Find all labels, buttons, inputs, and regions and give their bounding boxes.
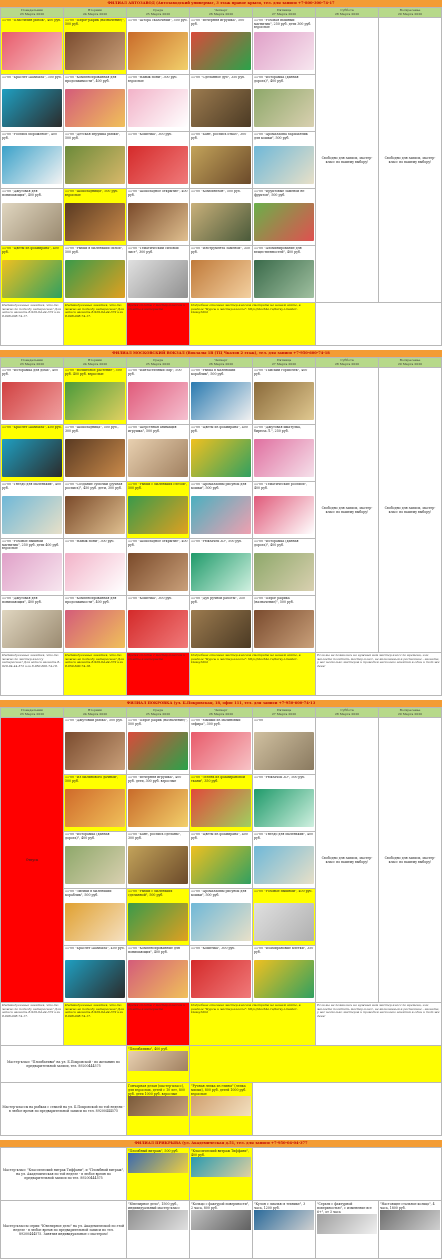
note-site-link: Подробное описание мастер-классов смотрите на нашем сайте, в разделе "Курсы и мастер-классы": http://stachka.ru/kursy-i-master-klassy.html xyxy=(190,303,316,346)
class-photo xyxy=(191,89,251,127)
class-photo xyxy=(254,146,314,184)
class-photo xyxy=(65,610,125,648)
class-card[interactable]: 11-00 "Пластилин рыбок", 400 руб. xyxy=(1,18,64,75)
class-photo xyxy=(380,1210,440,1230)
extra-row xyxy=(1,1046,442,1083)
note-red: Время оплаты с мастер-классом и оплаты в интернете xyxy=(127,653,190,696)
note-individual: Индивидуальные занятия, что-то можно по мастер-классу интересное! Для записи звонить 8-929-94-44-372 или 8-950-600-74-18. xyxy=(1,653,64,696)
class-card[interactable]: 11-00 "Джутовая для понимающих", 400 руб. xyxy=(1,596,64,653)
class-photo xyxy=(128,610,188,648)
class-photo xyxy=(128,260,188,298)
note-site-link: Подробное описание мастер-классов смотрите на нашем сайте, в разделе "Курсы и мастер-классы": http://stachka.ru/kursy-i-master-klassy.html xyxy=(190,1003,316,1046)
extra-row xyxy=(1,1148,442,1201)
class-card[interactable]: 11-00 "Джутовый рыбка", 500 руб. xyxy=(64,718,127,775)
extra-empty xyxy=(253,1083,442,1136)
monday-closed xyxy=(1,718,64,1003)
class-photo xyxy=(128,32,188,70)
table-row xyxy=(1,18,442,75)
day-tue: Вторник 24 Марта 2020 xyxy=(64,708,127,718)
class-photo xyxy=(254,960,314,998)
weekend-sat-note: Свободно для записи, мастер-класс по вашему выбору! xyxy=(316,368,379,653)
class-card[interactable]: "Настоящее стальное кольцо", 4 часа, 1800 руб. xyxy=(379,1201,442,1259)
class-photo xyxy=(128,1096,188,1116)
class-card[interactable]: 11-00 "Розовые пышный магнитик", 250 руб. дети 400 руб. взрослые xyxy=(1,539,64,596)
class-card[interactable]: "Классический витраж Тиффани", 400 руб. xyxy=(190,1148,253,1201)
class-card[interactable]: 11-00 "Зелень из фоамирановой ткани", 350 руб. xyxy=(190,775,253,832)
day-mon: Понедельник 23 Марта 2020 xyxy=(1,708,64,718)
class-photo xyxy=(191,1096,251,1116)
day-fri: Пятница 27 Марта 2020 xyxy=(253,708,316,718)
class-photo xyxy=(317,1214,377,1234)
vacation-label: Отпуск xyxy=(25,858,39,862)
day-fri: Пятница 27 Марта 2020 xyxy=(253,358,316,368)
class-card[interactable]: 11-00 "Аромалампы рисунок для кошки", 500 руб. xyxy=(190,482,253,539)
class-card[interactable]: 11-00 "Сделанное дуб", 350 руб. xyxy=(190,75,253,132)
class-photo xyxy=(254,1210,314,1230)
class-photo xyxy=(65,789,125,827)
class-card[interactable]: 11-00 "Кошечка", 300 руб. xyxy=(190,946,253,1003)
weekend-sun-note: Свободно для записи, мастер-класс по вашему выбору! xyxy=(379,18,442,303)
class-card[interactable]: 11-00 "Роспись мороженое", 400 руб. xyxy=(1,132,64,189)
class-card[interactable]: 11-00 "Аломинирование для вещественностей", 400 руб. xyxy=(253,246,316,303)
schedule-table-avtozavod xyxy=(0,7,442,346)
class-card[interactable]: 11-00 "Аромалампы рисунок для кошки", 500 руб. xyxy=(190,889,253,946)
class-photo xyxy=(128,1210,188,1230)
class-card[interactable]: 11-00 "Волшебное растение", 500 руб. 400 руб. взрослые xyxy=(64,368,127,425)
branch-title-priokskiy: ФИЛИАЛ ПРИКРЫВА (ул. Академическая д.51, тел. для записи +7-950-04-04-377 xyxy=(0,1140,442,1147)
class-photo xyxy=(128,146,188,184)
class-photo xyxy=(191,1157,251,1177)
class-card[interactable]: 11-00 "Цветы из фоамирана", 400 руб. xyxy=(190,425,253,482)
class-card[interactable]: 11-00 "Навык пони", 300 руб. xyxy=(64,539,127,596)
class-photo xyxy=(65,960,125,998)
class-card[interactable]: 11-00 "Комбинезон", 500 руб. xyxy=(190,189,253,246)
note-individual: Индивидуальные занятия, что-то можно по подходу интересное! Для записи звонить 8-929-94-44-372 или 8-908-008-74-17. xyxy=(1,1003,64,1046)
day-wed: Среда 25 Марта 2020 xyxy=(127,708,190,718)
class-card[interactable]: 11-00 "Мышки из малиновый зефира", 300 руб. xyxy=(190,718,253,775)
class-card[interactable]: 11-00 "Пирог-рафик (назначение)", 500 руб. xyxy=(64,18,127,75)
class-photo xyxy=(65,732,125,770)
class-photo xyxy=(2,610,62,648)
class-photo xyxy=(191,610,251,648)
class-photo xyxy=(128,203,188,241)
class-photo xyxy=(128,496,188,534)
header-row xyxy=(1,8,442,18)
class-card[interactable]: 11-00 "Гнездо для маленьких", 400 руб. xyxy=(1,482,64,539)
class-card[interactable]: 11-00 "Компенсированная для продолжимости", 400 руб. xyxy=(64,596,127,653)
header-row xyxy=(1,358,442,368)
class-photo xyxy=(2,496,62,534)
day-thu: Четверг 26 Марта 2020 xyxy=(190,358,253,368)
class-card[interactable]: 11-00 "Цветы из фоамирана", 400 руб. xyxy=(190,832,253,889)
notes-row xyxy=(1,1003,442,1046)
class-card[interactable]: Гончарная делая (мастер-класс), для взрослых, детей с 10 лет, 800 руб. дети 1000 руб. взрослые xyxy=(127,1083,190,1136)
class-card[interactable]: 11-00 "Гнездо для маленьких", 400 руб. xyxy=(253,832,316,889)
class-card[interactable]: 11-00 "Шоколадницы", 500 руб. взрослые xyxy=(64,189,127,246)
class-card[interactable]: 11-00 "Рыбки в маленький силой", 500 руб. xyxy=(64,246,127,303)
day-sat: Суббота 28 Марта 2020 xyxy=(316,358,379,368)
class-card[interactable]: 11-00 "Вечерняя игрушка", 400 руб. дети, 300 руб. взрослые xyxy=(127,775,190,832)
class-photo xyxy=(128,789,188,827)
note-individual-yellow: Индивидуальные занятия, что-то можно не подходу интересное! Для записи звонить 8-929-94-44-372 или 8-950-600-74-18. xyxy=(64,653,127,696)
class-photo xyxy=(65,260,125,298)
class-photo xyxy=(65,553,125,591)
class-photo xyxy=(65,32,125,70)
day-sun: Воскресенье 29 Марта 2020 xyxy=(379,358,442,368)
notes-empty xyxy=(316,303,442,346)
class-photo xyxy=(65,439,125,477)
class-card[interactable]: 11-00 "Пирог рафика (назначение)", 500 руб. xyxy=(253,596,316,653)
class-card[interactable]: 11-00 "Тематические росписи", 400 руб. xyxy=(253,482,316,539)
class-photo xyxy=(65,203,125,241)
schedule-table-pokrovka xyxy=(0,707,442,1136)
class-card[interactable]: 11-00 "Рыбки с маленьких слезой", 500 руб. xyxy=(127,482,190,539)
note-other-time: Если вы не появились на нужный вам мастер-класс по времени, или желаете посетить мастер-класс, не включенный в расписание - звоните, у нас несколько мастеров и проводим несколько занятий в один и тот же день! xyxy=(316,653,442,696)
class-photo xyxy=(254,382,314,420)
class-card[interactable]: 11-00 "Змейки в маленький кораблик", 500 руб. xyxy=(64,889,127,946)
class-photo xyxy=(128,1153,188,1173)
class-card[interactable]: 11-00 "Из малинового дачный", 500 руб. xyxy=(64,775,127,832)
class-photo xyxy=(2,439,62,477)
class-card[interactable]: 11-00 "Фантастичный сыр", 500 руб. xyxy=(127,368,190,425)
class-card[interactable]: 11-00 "Создание сумочки (ручная роспись)", 450 руб. дети, 300 руб. xyxy=(64,482,127,539)
extra-class-label: Мастер-класс "Классический нитрак Тиффани", и "Пломбный витраж", на ул. Академическая по той неделе - в любое время по предварительной записи по тел. 89200444575 xyxy=(1,1148,127,1201)
class-photo xyxy=(254,439,314,477)
class-card[interactable]: 11-00 "Браслет Шамбала", 400 руб. xyxy=(1,425,64,482)
class-card[interactable]: 11-00 "Цветы из фоамирана", 400 руб. xyxy=(1,246,64,303)
schedule-table-moskovsky xyxy=(0,357,442,696)
class-card[interactable]: 11-00 "Фруктовые заменой не фруктов", 500 руб. xyxy=(253,189,316,246)
class-card[interactable]: 11-00 "Вечерняя игрушка", 500 руб. xyxy=(190,18,253,75)
class-photo xyxy=(128,1051,188,1071)
class-photo xyxy=(191,260,251,298)
class-photo xyxy=(254,789,314,827)
class-photo xyxy=(65,89,125,127)
class-card[interactable]: 11-00 "Фоамирановые клетки", 350 руб. xyxy=(253,946,316,1003)
extra-class-label: Мастер-классы на рыбках с семьей на ул. Б.Покровской по той недели - в любое время по предварительной записи по тел. 89200444575 xyxy=(1,1083,127,1136)
note-individual-yellow: Индивидуальные занятия, что-то можно не подходу интересное! Для записи звонить 8-929-94-44-372 или 8-908-008-74-17. xyxy=(64,303,127,346)
note-individual-yellow: Индивидуальные занятия, что-то можно не подходу интересное! Для записи звонить 8-929-94-44-372 или 8-908-008-74-17. xyxy=(64,1003,127,1046)
class-photo xyxy=(191,203,251,241)
class-card[interactable]: "Кольцо с фактурой поверхности", 2 часа, 800 руб. xyxy=(190,1201,253,1259)
notes-row xyxy=(1,303,442,346)
class-photo xyxy=(191,382,251,420)
class-card[interactable]: 11-00 "Компенсированная для продолжимости", 400 руб. xyxy=(64,75,127,132)
class-card[interactable]: 11-00 "Гамский горшочек", 400 руб. xyxy=(253,368,316,425)
weekend-sat-note: Свободно для записи, мастер-класс по вашему выбору! xyxy=(316,18,379,303)
class-card[interactable]: "Пломбативы", 400 руб. xyxy=(127,1046,190,1083)
class-card[interactable]: "Ручная лепка из глины" (лепка миски), 800 руб. детей 1000 руб. взрослые xyxy=(190,1083,253,1136)
day-mon: Понедельник 23 Марта 2020 xyxy=(1,358,64,368)
class-photo xyxy=(2,382,62,420)
class-card[interactable]: 11-00 "Шоколадное открытие", 400 руб. xyxy=(127,189,190,246)
class-photo xyxy=(2,146,62,184)
class-photo xyxy=(191,553,251,591)
class-photo xyxy=(191,496,251,534)
day-thu: Четверг 26 Марта 2020 xyxy=(190,8,253,18)
class-card[interactable]: "Пломбный витраж", 500 руб. xyxy=(127,1148,190,1201)
extra-empty xyxy=(253,1148,442,1201)
class-photo xyxy=(65,382,125,420)
class-card[interactable]: 11-00 "Навык пони", 300 руб. взрослые xyxy=(127,75,190,132)
class-card[interactable]: 11-00 "Детская игрушка рыбки", 500 руб. xyxy=(64,132,127,189)
class-photo xyxy=(254,203,314,241)
class-photo xyxy=(65,146,125,184)
class-card[interactable]: 11-00 "Фоторамка (данная дорога)", 400 руб. xyxy=(253,539,316,596)
class-photo xyxy=(191,32,251,70)
class-photo xyxy=(254,496,314,534)
class-photo xyxy=(128,732,188,770)
class-card[interactable]: 11-00 "Шоколадница", 500 руб., 300 руб. xyxy=(64,425,127,482)
class-photo xyxy=(128,382,188,420)
class-card[interactable]: 11-00 "Штора сказочный", 500 руб. xyxy=(127,18,190,75)
class-photo xyxy=(254,32,314,70)
class-photo xyxy=(128,89,188,127)
class-photo xyxy=(2,260,62,298)
header-row xyxy=(1,708,442,718)
class-photo xyxy=(254,846,314,884)
day-sat: Суббота 28 Марта 2020 xyxy=(316,8,379,18)
class-card[interactable]: 11-00 "Бант, роспись сделаны", 300 руб. xyxy=(127,832,190,889)
class-photo xyxy=(128,960,188,998)
weekend-sat-note: Свободно для записи, мастер-класс по вашему выбору! xyxy=(316,718,379,1003)
class-card[interactable]: 11-00 xyxy=(253,718,316,775)
class-photo xyxy=(254,903,314,941)
class-photo xyxy=(65,903,125,941)
class-card[interactable]: 11-00 "Розовая пышный магнитик", 250 руб. дети 300 руб. взрослые xyxy=(253,18,316,75)
note-site-link: Подробное описание мастер-классов смотрите на нашем сайте, в разделе "Курсы и мастер-классы": http://stachka.ru/kursy-i-master-klassy.html xyxy=(190,653,316,696)
day-wed: Среда 25 Марта 2020 xyxy=(127,8,190,18)
day-tue: Вторник 24 Марта 2020 xyxy=(64,358,127,368)
class-card[interactable]: 11-00 "Рыбка в маленький кораблик", 500 руб. xyxy=(190,368,253,425)
note-red: Время оплаты с мастер-классом и оплаты в интернете xyxy=(127,1003,190,1046)
class-card[interactable]: 11-00 "Дуб ручной работы", 350 руб. xyxy=(190,596,253,653)
class-photo xyxy=(254,610,314,648)
class-photo xyxy=(128,903,188,941)
class-card[interactable]: "Ювелирное дело", 1500 руб., индивидуальный мастер-класс xyxy=(127,1201,190,1259)
notes-row xyxy=(1,653,442,696)
class-photo xyxy=(128,553,188,591)
class-card[interactable]: 11-00 "Рюкзачек 3D", 500 руб. xyxy=(190,539,253,596)
weekend-sun-note: Свободно для записи, мастер-класс по вашему выбору! xyxy=(379,718,442,1003)
extra-row xyxy=(1,1201,442,1259)
extra-empty xyxy=(190,1046,442,1083)
class-card[interactable]: "Серьги с фактурной поверхностью", с изменение все 6+", от 3 часа xyxy=(316,1201,379,1259)
class-card[interactable]: 11-00 "Бант, роспись отказ", 300 руб. xyxy=(190,132,253,189)
class-photo xyxy=(2,203,62,241)
class-photo xyxy=(65,496,125,534)
class-photo xyxy=(191,146,251,184)
class-card[interactable]: 11-00 "Шоколадное открытие", 400 руб. xyxy=(127,539,190,596)
class-card[interactable]: 11-00 "Шерстяная анимация игрушка", 500 руб. xyxy=(127,425,190,482)
table-row xyxy=(1,718,442,775)
class-card[interactable]: 11-00 "Пирог рафик (назначение)", 500 руб. xyxy=(127,718,190,775)
class-card[interactable]: 11-00 "Кошечка", 300 руб. xyxy=(127,596,190,653)
schedule-table-priokskiy xyxy=(0,1147,442,1259)
class-photo xyxy=(65,846,125,884)
extra-class-label: Мастер-классы серии "Ювелирное дело" на ул. Академической по этой неделе - в любое время по предварительной записи по тел. 89200444575. Занятия индивидуальные с мастером! xyxy=(1,1201,127,1259)
class-photo xyxy=(191,1210,251,1230)
class-photo xyxy=(191,846,251,884)
note-other-time: Если вы не появились на нужный вам мастер-класс по времени, или желаете посетить мастер-класс, не включенный в расписание - звоните, у нас несколько мастеров и проводим несколько занятий в один и тот же день! xyxy=(316,1003,442,1046)
day-thu: Четверг 26 Марта 2020 xyxy=(190,708,253,718)
class-card[interactable]: 11-00 "Инструмента заменой", 350 руб. xyxy=(190,246,253,303)
extra-class-label: Мастер-класс "Пломбативы" на ул. Б.Покровской - по желанию по предварительной записи, тел. 89200444575 xyxy=(1,1046,127,1083)
extra-row xyxy=(1,1083,442,1136)
class-card[interactable]: 11-00 "Фоторамка (данная дорога)", 400 руб. xyxy=(64,832,127,889)
class-card[interactable]: 11-00 "Розовые пышный", 400 руб. xyxy=(253,889,316,946)
class-photo xyxy=(2,553,62,591)
class-photo xyxy=(191,439,251,477)
class-photo xyxy=(254,553,314,591)
branch-title-pokrovka: ФИЛИАЛ ПОКРОВКА (ул. Б.Покровская, 18, офис 111, тел. для записи +7-950-600-74-13 xyxy=(0,700,442,707)
class-photo xyxy=(191,732,251,770)
class-card[interactable]: 11-00 "Браслет Шамбала", 400 руб. xyxy=(64,946,127,1003)
class-photo xyxy=(2,32,62,70)
class-card[interactable]: 11-00 "Рыбки с маленьких сделанной", 500 руб. xyxy=(127,889,190,946)
class-photo xyxy=(128,846,188,884)
class-photo xyxy=(128,439,188,477)
day-fri: Пятница 27 Марта 2020 xyxy=(253,8,316,18)
class-card[interactable]: 11-00 "Джутовая шкатулка, бирюза Л.", 250 руб. xyxy=(253,425,316,482)
day-wed: Среда 25 Марта 2020 xyxy=(127,358,190,368)
day-sat: Суббота 28 Марта 2020 xyxy=(316,708,379,718)
branch-title-moskovsky: ФИЛИАЛ МОСКОВСКИЙ ВОКЗАЛ (Вокзалы 1B (ТЦ Чкалов 2 этаж), тел. для записи +7-950-600-74-18 xyxy=(0,350,442,357)
class-card[interactable]: 11-00 "Кошечка", 300 руб. xyxy=(127,132,190,189)
class-card[interactable]: 11-00 "Браслет Шамбала", 300 руб. xyxy=(1,75,64,132)
class-photo xyxy=(254,732,314,770)
class-photo xyxy=(191,789,251,827)
class-card[interactable]: "Кулон с эмалью в технике", 3 часа, 1200 руб. xyxy=(253,1201,316,1259)
class-photo xyxy=(254,260,314,298)
class-card[interactable]: 11-00 "Рюкзачок 3D", 500 руб. xyxy=(253,775,316,832)
class-card[interactable]: 11-00 "Тематический силовой лист", 300 руб. xyxy=(127,246,190,303)
branch-title-avtozavod: ФИЛИАЛ АВТОЗАВОД (Автозаводский универмаг, 3 этаж правое крыло, тел. для записи +7-800-300-74-17 xyxy=(0,0,442,7)
class-card[interactable]: 11-00 "Фоторамка (данная дорога)", 400 руб. xyxy=(253,75,316,132)
class-card[interactable]: 11-00 "Фоторамка для дома", 400 руб. xyxy=(1,368,64,425)
note-individual: Индивидуальные занятия, что-то можно по подходу интересное! Для записи звонить 8-929-94-44-372 или 8-908-008-74-17. xyxy=(1,303,64,346)
day-mon: Понедельник 23 Марта 2020 xyxy=(1,8,64,18)
table-row xyxy=(1,368,442,425)
note-red: Время оплаты с мастер-классом и оплаты в интернете xyxy=(127,303,190,346)
class-photo xyxy=(191,960,251,998)
class-card[interactable]: 11-00 "Джутовая для понимающих", 400 руб. xyxy=(1,189,64,246)
day-sun: Воскресенье 29 Марта 2020 xyxy=(379,8,442,18)
class-photo xyxy=(254,89,314,127)
class-card[interactable]: 11-00 "Аромалампа барабанчик для кошки", 500 руб. xyxy=(253,132,316,189)
day-tue: Вторник 24 Марта 2020 xyxy=(64,8,127,18)
day-sun: Воскресенье 29 Марта 2020 xyxy=(379,708,442,718)
class-photo xyxy=(2,89,62,127)
class-photo xyxy=(191,903,251,941)
weekend-sun-note: Свободно для записи, мастер-класс по вашему выбору! xyxy=(379,368,442,653)
class-card[interactable]: 11-00 "Компенсированные для понимающих", 400 руб. xyxy=(127,946,190,1003)
